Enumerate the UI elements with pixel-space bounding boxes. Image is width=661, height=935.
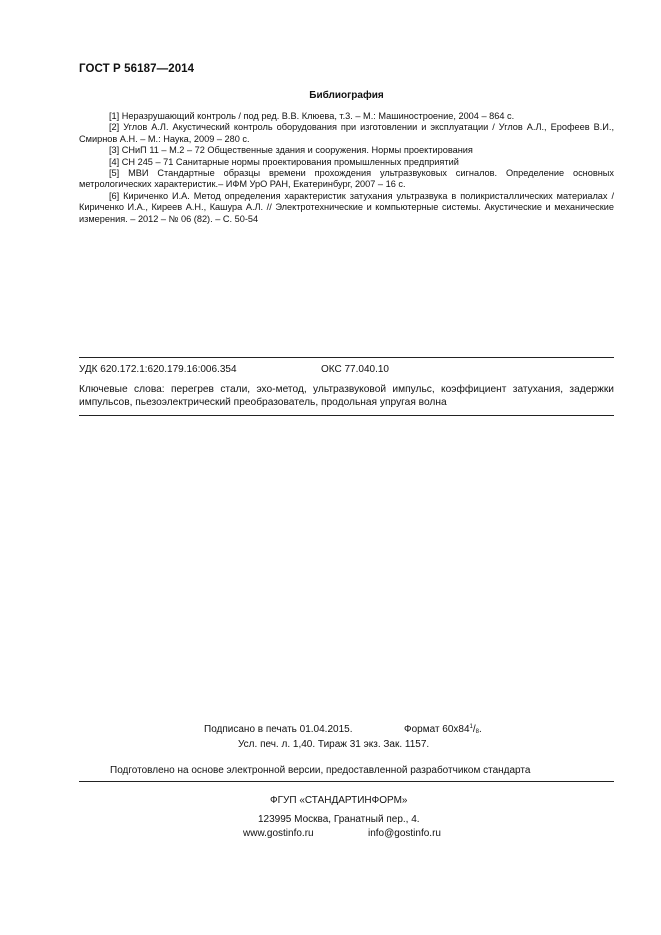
standard-code: ГОСТ Р 56187—2014 — [79, 63, 195, 75]
publisher-name: ФГУП «СТАНДАРТИНФОРМ» — [270, 795, 408, 806]
bibliography-item: [4] СН 245 – 71 Санитарные нормы проектирования промышленных предприятий — [109, 156, 459, 167]
format-numerator: 1 — [469, 724, 473, 730]
classification-row — [79, 364, 389, 375]
bibliography-title: Библиография — [309, 90, 384, 101]
bibliography-item: [3] СНиП 11 – М.2 – 72 Общественные здания и сооружения. Нормы проектирования — [109, 145, 473, 156]
bibliography-item: [2] Углов А.Л. Акустический контроль оборудования при изготовлении и эксплуатации / Углов А.Л., Ерофеев В.И., Смирнов А.Н. – М.: Наука, 2009 – 280 с. — [79, 122, 614, 144]
paper-format: Формат $60х84^1/_8$. — [404, 724, 482, 735]
bibliography-item: [1] Неразрушающий контроль / под ред. В.В. Клюева, т.3. – М.: Машиностроение, 2004 – 864 с. — [109, 111, 515, 121]
signed-date: Подписано в печать 01.04.2015. — [204, 724, 353, 735]
udk-code: УДК 620.172.1:620.179.16:006.354 — [79, 364, 237, 375]
print-info: Усл. печ. л. 1,40. Тираж 31 экз. Зак. 1157. — [238, 739, 430, 750]
format-end: . — [479, 724, 482, 735]
publisher-email[interactable]: info@gostinfo.ru — [368, 828, 441, 839]
keywords: Ключевые слова: перегрев стали, эхо-метод, ультразвуковой импульс, коэффициент затухания, задержки импульсов, пьезоэлектрический преобразователь, продольная упругая волна — [79, 384, 614, 408]
divider-bottom — [79, 781, 614, 782]
format-denominator: 8 — [475, 729, 480, 735]
divider-keywords — [79, 415, 614, 416]
oks-code: ОКС 77.040.10 — [321, 364, 389, 375]
publisher-website[interactable]: www.gostinfo.ru — [243, 828, 314, 839]
prepared-note: Подготовлено на основе электронной версии, предоставленной разработчиком стандарта — [110, 765, 531, 776]
divider-top — [79, 357, 614, 358]
publisher-address: 123995 Москва, Гранатный пер., 4. — [258, 814, 420, 825]
bibliography-list — [79, 111, 614, 225]
bibliography-item: [6] Кириченко И.А. Метод определения характеристик затухания ультразвука в поликристаллических материалах / Кириченко И.А., Киреев А.Н., Кашура А.Л. // Электротехнические и компьютерные системы. Акустические и механические измерения. – 2012 – № 06 (82). – С. 50-54 — [79, 190, 614, 224]
format-label: Формат 60х84 — [404, 724, 470, 735]
bibliography-item: [5] МВИ Стандартные образцы времени прохождения ультразвуковых сигналов. Определение основных метрологических характеристик.– ИФМ УрО РАН, Екатеринбург, 2007 – 16 с. — [79, 168, 614, 190]
